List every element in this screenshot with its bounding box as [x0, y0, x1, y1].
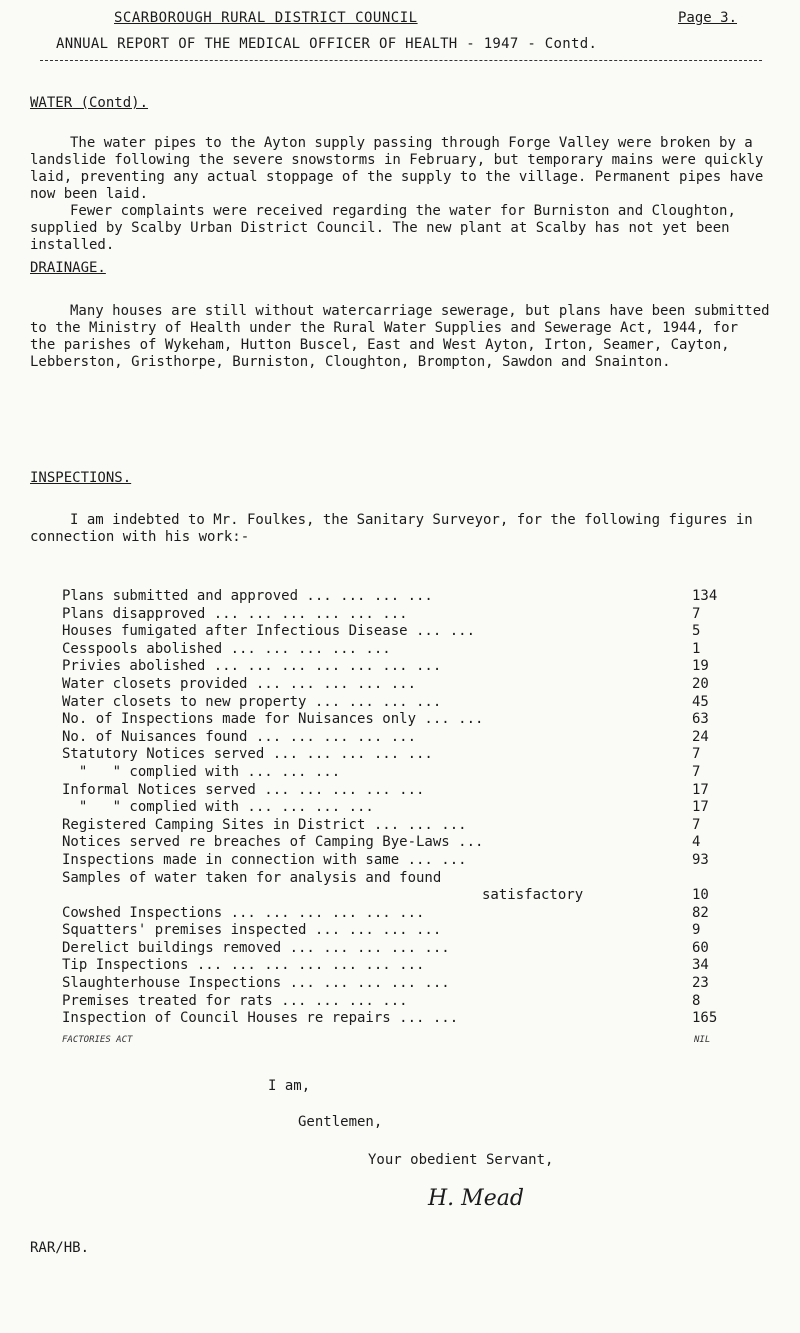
item-value: 7 — [692, 816, 701, 833]
list-item — [62, 588, 752, 606]
closing-line-3: Your obedient Servant, — [368, 1152, 554, 1168]
water-paragraph-1: The water pipes to the Ayton supply passing through Forge Valley were broken by a landslide following the severe snowstorms in February, but temporary mains were quickly laid, preventing any actual stoppage of the supply to the village. Permanent pipes have now been laid. — [30, 135, 764, 202]
item-value: 4 — [692, 834, 701, 851]
item-label: Slaughterhouse Inspections ... ... ... ... ... — [62, 975, 450, 992]
item-label: No. of Nuisances found ... ... ... ... ... — [62, 728, 417, 745]
list-item — [62, 641, 752, 659]
item-label: Informal Notices served ... ... ... ... ... — [62, 781, 425, 798]
item-label: Cowshed Inspections ... ... ... ... ... ... — [62, 904, 425, 921]
list-item — [62, 764, 752, 782]
header-divider — [40, 60, 762, 61]
inspections-intro: I am indebted to Mr. Foulkes, the Sanitary Surveyor, for the following figures in connection with his work:- — [30, 512, 753, 545]
item-label: Statutory Notices served ... ... ... ... ... — [62, 746, 433, 763]
item-value: 17 — [692, 799, 709, 816]
list-item — [62, 957, 752, 975]
water-section — [30, 135, 770, 254]
water-paragraph-2: Fewer complaints were received regarding the water for Burniston and Cloughton, supplied by Scalby Urban District Council. The new plant at Scalby has not yet been installed. — [30, 203, 736, 253]
reference-initials: RAR/HB. — [30, 1240, 90, 1256]
inspection-figures-list — [62, 588, 752, 1028]
item-label: Samples of water taken for analysis and found — [62, 869, 442, 886]
item-label: No. of Inspections made for Nuisances only ... ... — [62, 711, 484, 728]
item-label: Inspections made in connection with same ... ... — [62, 851, 467, 868]
factories-act-annotation: FACTORIES ACT — [62, 1035, 133, 1045]
item-label: Premises treated for rats ... ... ... ... — [62, 992, 408, 1009]
list-item — [62, 711, 752, 729]
item-label: Derelict buildings removed ... ... ... ... ... — [62, 939, 450, 956]
list-item — [62, 922, 752, 940]
list-item — [62, 729, 752, 747]
list-item — [62, 834, 752, 852]
item-value: 5 — [692, 623, 701, 640]
item-value: 82 — [692, 904, 709, 921]
item-value: 1 — [692, 640, 701, 657]
list-item — [62, 905, 752, 923]
item-value: 63 — [692, 711, 709, 728]
item-label: Registered Camping Sites in District ... ... ... — [62, 816, 467, 833]
page-number: Page 3. — [678, 10, 738, 26]
inspections-intro-section — [30, 512, 770, 546]
drainage-paragraph: Many houses are still without watercarriage sewerage, but plans have been submitted to the Ministry of Health under the Rural Water Supplies and Sewerage Act, 1944, for the parishes of Wykeham, Hutton Buscel, East and West Ayton, Irton, Seamer, Cayton, Lebberston, Gristhorpe, Burniston, Cloughton, Brompton, Sawdon and Snainton. — [30, 303, 770, 370]
list-item — [62, 799, 752, 817]
list-item — [62, 817, 752, 835]
item-label: satisfactory — [482, 887, 584, 904]
item-value: 10 — [692, 887, 709, 904]
list-item — [62, 887, 752, 905]
item-value: 7 — [692, 605, 701, 622]
item-label: Water closets provided ... ... ... ... ... — [62, 675, 417, 692]
item-label: Squatters' premises inspected ... ... ... ... — [62, 922, 442, 939]
item-label: " " complied with ... ... ... — [62, 763, 341, 780]
closing-line-1: I am, — [268, 1078, 311, 1094]
report-title: ANNUAL REPORT OF THE MEDICAL OFFICER OF HEALTH - 1947 - Contd. — [56, 36, 598, 52]
item-value: 165 — [692, 1010, 718, 1027]
item-value: 45 — [692, 693, 709, 710]
item-label: Cesspools abolished ... ... ... ... ... — [62, 640, 391, 657]
list-item — [62, 1010, 752, 1028]
item-label: Notices served re breaches of Camping Bye-Laws ... — [62, 834, 484, 851]
item-label: Plans submitted and approved ... ... ... ... — [62, 588, 433, 604]
list-item — [62, 852, 752, 870]
item-value: 134 — [692, 588, 718, 604]
water-heading: WATER (Contd). — [30, 95, 149, 111]
inspections-heading: INSPECTIONS. — [30, 470, 132, 486]
item-label: Houses fumigated after Infectious Disease ... ... — [62, 623, 476, 640]
item-value: 9 — [692, 922, 701, 939]
item-value: 24 — [692, 728, 709, 745]
item-label: Plans disapproved ... ... ... ... ... ... — [62, 605, 408, 622]
item-value: 19 — [692, 658, 709, 675]
item-label: Privies abolished ... ... ... ... ... ... ... — [62, 658, 442, 675]
signature: H. Mead — [428, 1186, 524, 1211]
list-item — [62, 940, 752, 958]
item-value: 23 — [692, 975, 709, 992]
list-item — [62, 676, 752, 694]
item-value: 17 — [692, 781, 709, 798]
item-label: Inspection of Council Houses re repairs ... ... — [62, 1010, 459, 1027]
item-value: 7 — [692, 763, 701, 780]
list-item — [62, 870, 752, 888]
nil-annotation: NIL — [694, 1035, 711, 1045]
item-value: 60 — [692, 939, 709, 956]
drainage-heading: DRAINAGE. — [30, 260, 106, 276]
item-value: 7 — [692, 746, 701, 763]
item-label: " " complied with ... ... ... ... — [62, 799, 374, 816]
list-item — [62, 694, 752, 712]
item-value: 8 — [692, 992, 701, 1009]
item-value: 34 — [692, 957, 709, 974]
item-label: Tip Inspections ... ... ... ... ... ... ... — [62, 957, 425, 974]
drainage-section — [30, 303, 770, 371]
list-item — [62, 658, 752, 676]
list-item — [62, 975, 752, 993]
list-item — [62, 623, 752, 641]
closing-line-2: Gentlemen, — [298, 1114, 383, 1130]
list-item — [62, 606, 752, 624]
council-header: SCARBOROUGH RURAL DISTRICT COUNCIL — [114, 10, 418, 26]
list-item — [62, 746, 752, 764]
item-value: 20 — [692, 675, 709, 692]
item-value: 93 — [692, 851, 709, 868]
list-item — [62, 782, 752, 800]
item-label: Water closets to new property ... ... ... ... — [62, 693, 442, 710]
list-item — [62, 993, 752, 1011]
